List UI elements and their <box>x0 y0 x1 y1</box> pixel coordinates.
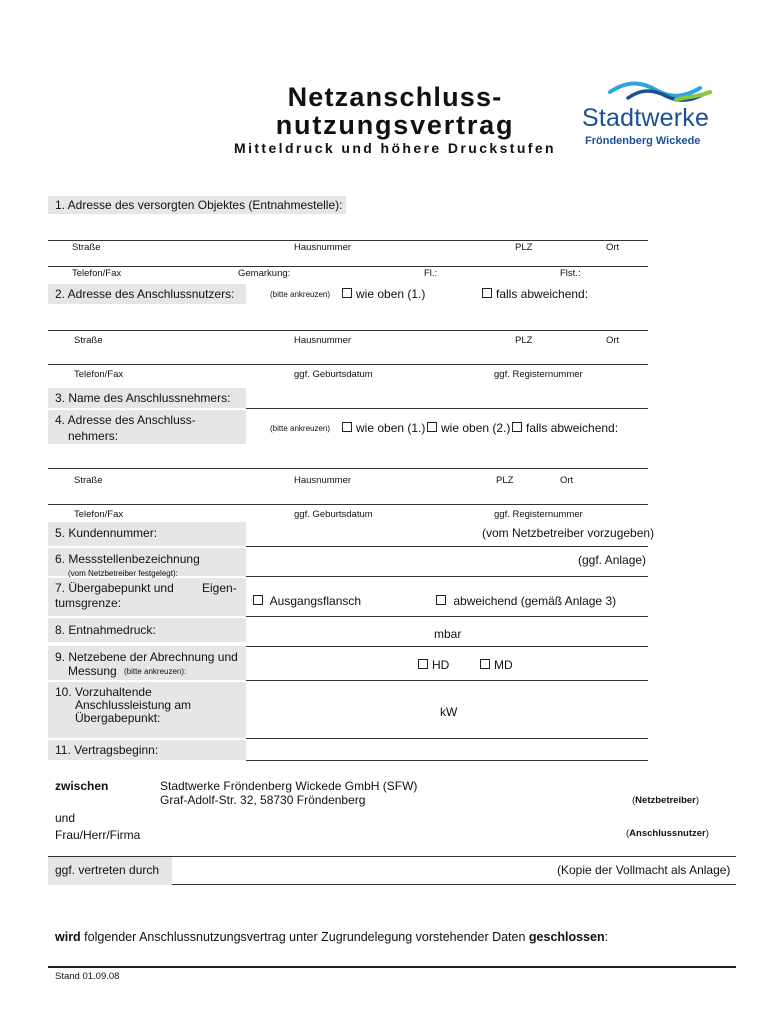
s2-hint: (bitte ankreuzen) <box>270 290 331 299</box>
checkbox-icon[interactable] <box>480 659 490 669</box>
section2-line-2 <box>48 364 648 365</box>
frau-herr-firma-label: Frau/Herr/Firma <box>55 828 141 842</box>
checkbox-icon[interactable] <box>253 595 263 605</box>
section7-label-a: 7. Übergabepunkt und <box>55 581 174 595</box>
s1-flst-caption: Flst.: <box>560 268 581 279</box>
s4-option-different[interactable]: falls abweichend: <box>512 421 618 435</box>
title-line-1: Netzanschluss- <box>287 82 503 112</box>
section9-label-line1: 9. Netzebene der Abrechnung und <box>55 650 238 664</box>
checkbox-icon[interactable] <box>342 288 352 298</box>
checkbox-icon[interactable] <box>342 422 352 432</box>
section4-line-2 <box>48 504 648 505</box>
s7-option-flansch[interactable]: Ausgangsflansch <box>253 594 361 608</box>
role-anschlussnutzer: (Anschlussnutzer) <box>626 828 709 839</box>
section3-label: 3. Name des Anschlussnehmers: <box>55 391 231 405</box>
und-label: und <box>55 811 76 825</box>
role-netzbetreiber: (Netzbetreiber) <box>632 795 700 806</box>
vollmacht-note: (Kopie der Vollmacht als Anlage) <box>557 863 731 877</box>
section8-label: 8. Entnahmedruck: <box>55 623 156 637</box>
section9-hint: (bitte ankreuzen): <box>124 667 187 676</box>
section10-label-line3: Übergabepunkt: <box>75 711 161 725</box>
s2-plz-caption: PLZ <box>515 335 533 346</box>
section9-line <box>246 680 648 681</box>
wave-blue-light <box>610 84 700 96</box>
section8-line <box>246 646 648 647</box>
footer-stand: Stand 01.09.08 <box>55 971 120 982</box>
zwischen-label: zwischen <box>55 779 109 793</box>
section5-label: 5. Kundennummer: <box>55 526 158 540</box>
s8-unit: mbar <box>434 627 462 641</box>
vertreten-line <box>172 884 736 885</box>
checkbox-icon[interactable] <box>482 288 492 298</box>
s6-note: (ggf. Anlage) <box>578 553 647 567</box>
s1-telefon-caption: Telefon/Fax <box>72 268 122 279</box>
section10-label-line2: Anschlussleistung am <box>75 698 192 712</box>
section1-label: 1. Adresse des versorgten Objektes (Entnahmestelle): <box>55 198 343 212</box>
section4-label-line2: nehmers: <box>68 429 119 443</box>
section1-line-1 <box>48 240 648 241</box>
section2-line-1 <box>48 330 648 331</box>
checkbox-icon[interactable] <box>512 422 522 432</box>
section1-line-2 <box>48 266 648 267</box>
title-line-2: nutzungsvertrag <box>275 110 515 140</box>
checkbox-icon[interactable] <box>427 422 437 432</box>
s1-plz-caption: PLZ <box>515 242 533 253</box>
footer-rule <box>48 966 736 968</box>
logo-wordmark: Stadtwerke <box>582 104 710 132</box>
s4-register-caption: ggf. Registernummer <box>494 509 583 520</box>
s4-option-same1[interactable]: wie oben (1.) <box>342 421 425 435</box>
s2-strasse-caption: Straße <box>74 335 103 346</box>
section7-line <box>246 616 648 617</box>
s1-hausnummer-caption: Hausnummer <box>294 242 352 253</box>
section10-label-line1: 10. Vorzuhaltende <box>55 685 152 699</box>
subtitle: Mitteldruck und höhere Druckstufen <box>234 140 556 156</box>
s4-telefon-caption: Telefon/Fax <box>74 509 124 520</box>
section4-label-line1: 4. Adresse des Anschluss- <box>55 413 196 427</box>
s2-option-different[interactable]: falls abweichend: <box>482 287 588 301</box>
s4-option-same2[interactable]: wie oben (2.) <box>427 421 510 435</box>
s1-strasse-caption: Straße <box>72 242 101 253</box>
s4-hint: (bitte ankreuzen) <box>270 424 331 433</box>
s4-plz-caption: PLZ <box>496 475 514 486</box>
s2-option-same1[interactable]: wie oben (1.) <box>342 287 425 301</box>
s2-ort-caption: Ort <box>606 335 620 346</box>
s1-gemarkung-caption: Gemarkung: <box>238 268 291 279</box>
s2-register-caption: ggf. Registernummer <box>494 369 583 380</box>
s5-note: (vom Netzbetreiber vorzugeben) <box>482 526 655 540</box>
company-line-2: Graf-Adolf-Str. 32, 58730 Fröndenberg <box>160 793 366 807</box>
company-line-1: Stadtwerke Fröndenberg Wickede GmbH (SFW) <box>160 779 418 793</box>
s10-unit: kW <box>440 705 458 719</box>
section9-label-line2: Messung <box>68 664 117 678</box>
section10-line <box>246 738 648 739</box>
section6-label: 6. Messstellenbezeichnung <box>55 552 200 566</box>
section11-label: 11. Vertragsbeginn: <box>55 743 159 757</box>
s4-strasse-caption: Straße <box>74 475 103 486</box>
logo-subline: Fröndenberg Wickede <box>585 135 701 147</box>
s9-option-hd[interactable]: HD <box>418 658 449 672</box>
section6-sublabel: (vom Netzbetreiber festgelegt): <box>68 569 178 578</box>
section3-line <box>246 408 648 409</box>
section5-line <box>246 546 648 547</box>
s1-fl-caption: Fl.: <box>424 268 438 279</box>
s7-option-abweichend[interactable]: abweichend (gemäß Anlage 3) <box>436 594 616 608</box>
checkbox-icon[interactable] <box>418 659 428 669</box>
s4-hausnummer-caption: Hausnummer <box>294 475 352 486</box>
section7-label-line2: tumsgrenze: <box>55 596 122 610</box>
section2-label: 2. Adresse des Anschlussnutzers: <box>55 287 235 301</box>
s2-telefon-caption: Telefon/Fax <box>74 369 124 380</box>
s2-geburtsdatum-caption: ggf. Geburtsdatum <box>294 369 373 380</box>
section4-line-1 <box>48 468 648 469</box>
s4-ort-caption: Ort <box>560 475 574 486</box>
closing-sentence: wird folgender Anschlussnutzungsvertrag unter Zugrundelegung vorstehender Daten geschlossen: <box>55 930 609 944</box>
s9-option-md[interactable]: MD <box>480 658 513 672</box>
section11-line <box>246 760 648 761</box>
section6-line <box>246 576 648 577</box>
s4-geburtsdatum-caption: ggf. Geburtsdatum <box>294 509 373 520</box>
s2-hausnummer-caption: Hausnummer <box>294 335 352 346</box>
section7-label-b: Eigen- <box>202 581 237 595</box>
vertreten-label: ggf. vertreten durch <box>55 863 160 877</box>
checkbox-icon[interactable] <box>436 595 446 605</box>
s1-ort-caption: Ort <box>606 242 620 253</box>
